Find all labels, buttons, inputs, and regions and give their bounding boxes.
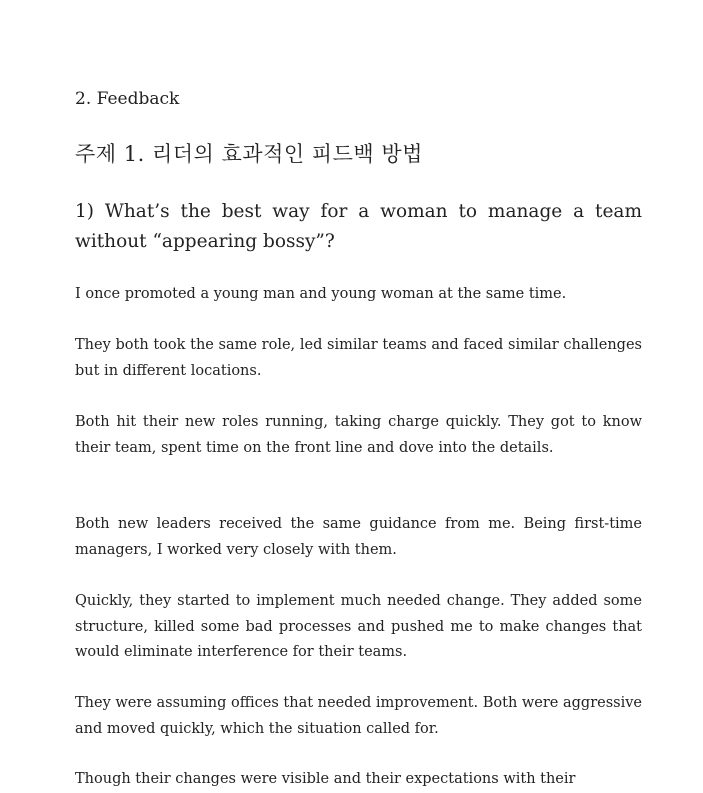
paragraph: Quickly, they started to implement much needed change. They added some structure, killed some bad processes and pushed me to make changes that would eliminate interference for their teams.: [75, 593, 642, 660]
paragraph-cutoff: Though their changes were visible and their expectations with their: [75, 771, 576, 787]
topic-title: 주제 1. 리더의 효과적인 피드백 방법: [75, 142, 423, 166]
paragraph: I once promoted a young man and young woman at the same time.: [75, 286, 567, 302]
paragraph: They were assuming offices that needed improvement. Both were aggressive and moved quickly, which the situation called for.: [75, 695, 643, 737]
section-heading: 2. Feedback: [75, 89, 180, 109]
paragraph: Both hit their new roles running, taking charge quickly. They got to know their team, spent time on the front line and dove into the details.: [75, 414, 642, 456]
question-heading: 1) What’s the best way for a woman to manage a team without “appearing bossy”?: [75, 201, 642, 252]
paragraph: Both new leaders received the same guidance from me. Being first-time managers, I worked very closely with them.: [75, 516, 642, 558]
paragraph: They both took the same role, led similar teams and faced similar challenges but in different locations.: [75, 337, 642, 379]
